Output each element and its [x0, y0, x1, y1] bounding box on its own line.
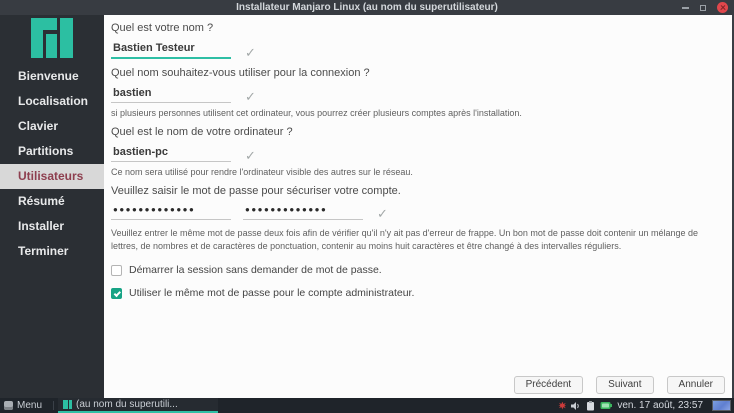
password-hint: Veuillez entrer le même mot de passe deux fois afin de vérifier qu'il n'y ait pas d'erreur de frappe. Un bon mot de passe doit contenir un mélange de lettres, de nombres et de caractères de ponctuation, contenir au moins huit caractères et être changé à des intervalles réguliers. [111, 228, 698, 252]
back-button[interactable]: Précédent [514, 376, 584, 394]
sidebar-item-resume: Résumé [18, 194, 65, 208]
menu-button[interactable] [0, 398, 49, 413]
hostname-valid-check-icon: ✓ [245, 148, 256, 163]
next-button[interactable]: Suivant [596, 376, 653, 394]
workspace-preview[interactable] [712, 400, 731, 411]
sidebar-item-terminer: Terminer [18, 244, 69, 258]
window-controls [682, 0, 728, 15]
installer-sidebar [0, 15, 104, 398]
password-input[interactable]: ●●●●●●●●●●●●● [111, 202, 231, 220]
sidebar-item-bienvenue: Bienvenue [18, 69, 79, 83]
taskbar [0, 398, 734, 413]
login-input[interactable]: bastien [111, 84, 231, 103]
maximize-icon[interactable] [700, 5, 706, 11]
hostname-hint: Ce nom sera utilisé pour rendre l'ordinateur visible des autres sur le réseau. [111, 167, 413, 177]
volume-icon[interactable] [571, 401, 581, 411]
taskbar-separator [53, 401, 54, 410]
window-title: Installateur Manjaro Linux (au nom du superutilisateur) [236, 2, 498, 13]
login-valid-check-icon: ✓ [245, 89, 256, 104]
users-page [104, 15, 732, 398]
name-valid-check-icon: ✓ [245, 45, 256, 60]
installer-window [0, 15, 734, 398]
menu-label: Menu [17, 400, 43, 411]
hostname-input[interactable]: bastien-pc [111, 143, 231, 162]
system-tray [558, 400, 734, 411]
window-titlebar [0, 0, 734, 15]
sidebar-item-partitions: Partitions [18, 144, 74, 158]
reuse-password-checkbox[interactable] [111, 288, 122, 299]
task-label: (au nom du superutili... [76, 399, 178, 410]
cancel-button[interactable]: Annuler [667, 376, 725, 394]
password-confirm-input[interactable]: ●●●●●●●●●●●●● [243, 202, 363, 220]
manjaro-logo-icon [31, 18, 73, 58]
login-label: Quel nom souhaitez-vous utiliser pour la connexion ? [111, 67, 370, 79]
autologin-row [111, 264, 728, 276]
taskbar-task-button[interactable] [58, 398, 218, 413]
battery-icon[interactable] [600, 401, 612, 410]
sidebar-steps [0, 64, 104, 264]
login-hint: si plusieurs personnes utilisent cet ordinateur, vous pourrez créer plusieurs comptes après l'installation. [111, 108, 522, 118]
hostname-label: Quel est le nom de votre ordinateur ? [111, 126, 293, 138]
autologin-label: Démarrer la session sans demander de mot de passe. [129, 264, 382, 277]
autologin-checkbox[interactable] [111, 265, 122, 276]
minimize-icon[interactable] [682, 7, 689, 9]
sidebar-item-installer: Installer [18, 219, 65, 233]
close-icon[interactable] [717, 2, 728, 13]
password-label: Veuillez saisir le mot de passe pour sécuriser votre compte. [111, 185, 401, 197]
password-valid-check-icon: ✓ [377, 206, 388, 221]
name-label: Quel est votre nom ? [111, 22, 214, 34]
clipboard-icon[interactable] [586, 401, 595, 411]
sidebar-item-utilisateurs: Utilisateurs [0, 164, 104, 189]
taskbar-clock[interactable]: ven. 17 août, 23:57 [617, 400, 703, 411]
manjaro-task-icon [63, 400, 72, 409]
menu-icon [4, 401, 13, 410]
sidebar-item-localisation: Localisation [18, 94, 89, 108]
reuse-password-label: Utiliser le même mot de passe pour le compte administrateur. [129, 287, 415, 300]
name-input[interactable]: Bastien Testeur [111, 39, 231, 59]
reuse-password-row [111, 287, 728, 299]
nav-buttons [514, 376, 725, 394]
updates-icon[interactable] [558, 402, 566, 410]
sidebar-item-clavier: Clavier [18, 119, 59, 133]
